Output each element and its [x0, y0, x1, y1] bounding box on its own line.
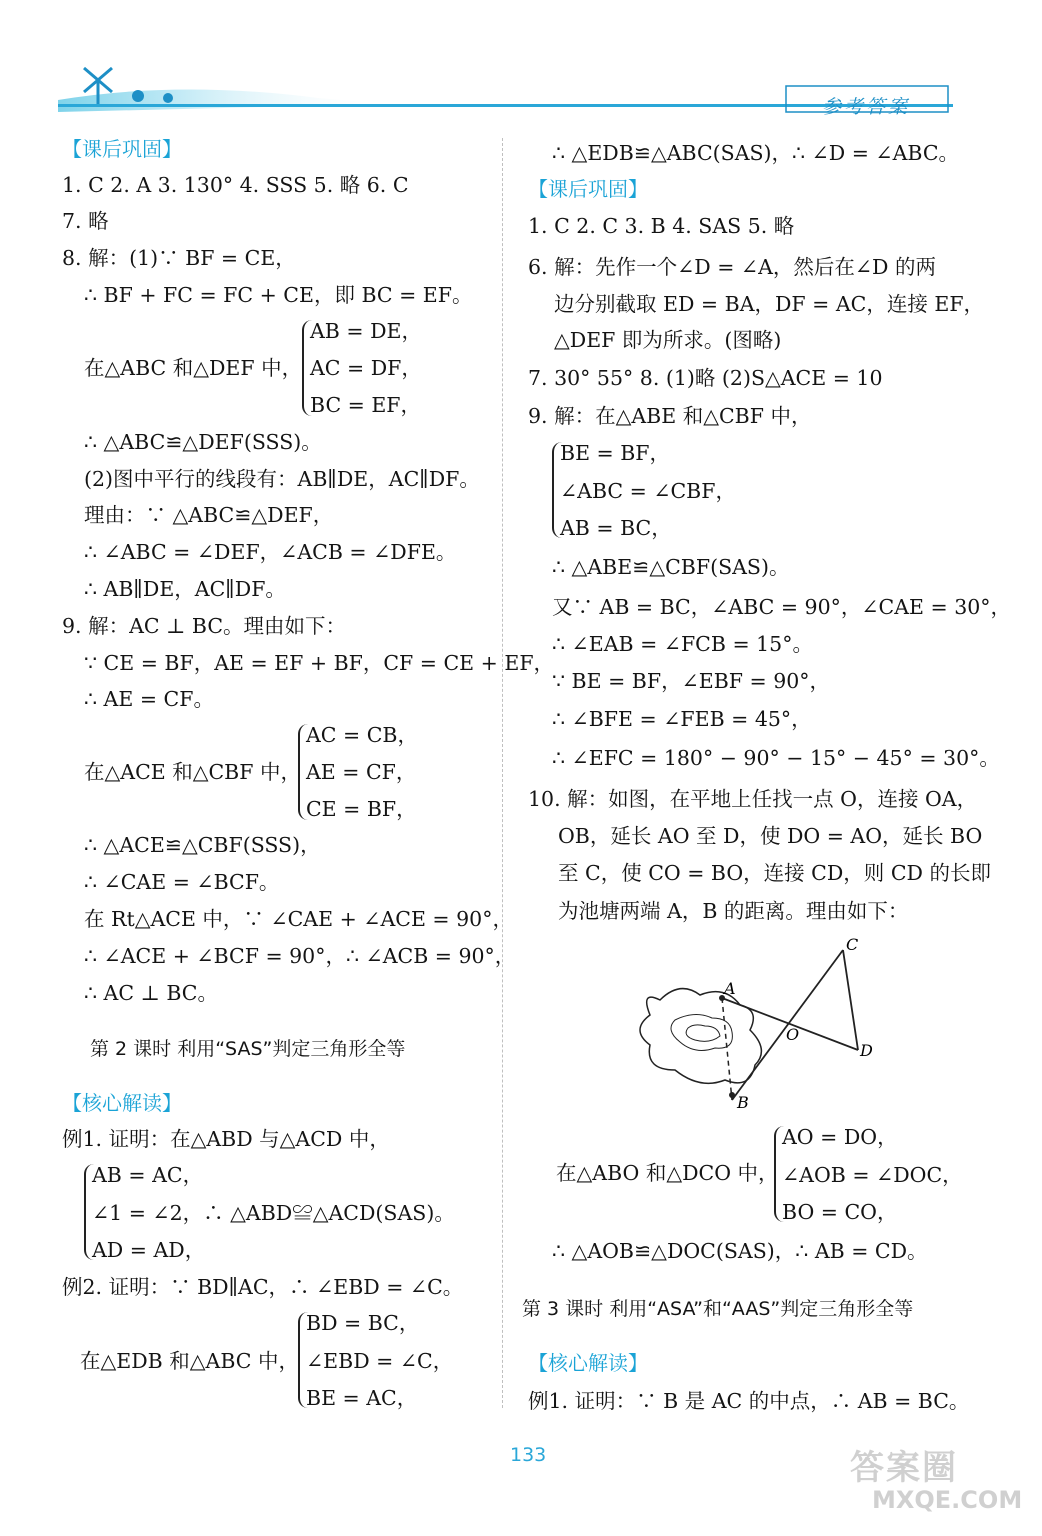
answer-line: 在△ABO 和△DCO 中，	[556, 1161, 779, 1185]
answer-line: ∴ △AOB≌△DOC(SAS)，∴ AB = CD。	[552, 1239, 928, 1263]
answer-line: ∴ ∠EAB = ∠FCB = 15°。	[552, 632, 813, 656]
point-label: C	[846, 935, 859, 954]
point-label: A	[724, 979, 736, 998]
answer-line: 例2. 证明：∵ BD∥AC，∴ ∠EBD = ∠C。	[62, 1275, 464, 1299]
brace-line: BC = EF，	[310, 393, 422, 417]
answer-line: 1. C 2. C 3. B 4. SAS 5. 略	[528, 214, 795, 238]
brace-line: BD = BC，	[306, 1311, 420, 1335]
point-label: O	[786, 1025, 800, 1044]
brace-line: ∠EBD = ∠C，	[306, 1349, 454, 1373]
brace-line: ∠AOB = ∠DOC，	[782, 1163, 963, 1187]
answer-line: 在△ABC 和△DEF 中，	[84, 356, 303, 380]
answer-line: ∵ CE = BF，AE = EF + BF，CF = CE + EF，	[84, 651, 555, 675]
answer-line: 6. 解：先作一个∠D = ∠A，然后在∠D 的两	[528, 255, 937, 279]
answer-line: 7. 略	[62, 209, 109, 233]
brace-line: ∠ABC = ∠CBF，	[560, 479, 736, 503]
answer-line: 在△EDB 和△ABC 中，	[80, 1349, 299, 1373]
pond-figure	[620, 930, 890, 1115]
point-label: D	[860, 1041, 873, 1060]
pond-inner	[671, 1014, 732, 1050]
answer-line: ∴ △ABC≌△DEF(SSS)。	[84, 430, 322, 454]
answer-line: ∴ AC ⊥ BC。	[84, 981, 218, 1005]
brace-line: AD = AD，	[92, 1238, 206, 1262]
answer-line: ∵ BE = BF，∠EBF = 90°，	[552, 669, 831, 693]
section-heading: 【课后巩固】	[528, 177, 648, 201]
brace-line: CE = BF，	[306, 797, 417, 821]
answer-line: ∴ ∠EFC = 180° − 90° − 15° − 45° = 30°。	[552, 746, 1000, 770]
answer-line: 9. 解：AC ⊥ BC。理由如下：	[62, 614, 347, 638]
answer-line: ∴ ∠ABC = ∠DEF，∠ACB = ∠DFE。	[84, 540, 457, 564]
answer-line: ∴ ∠ACE + ∠BCF = 90°，∴ ∠ACB = 90°，	[84, 944, 516, 968]
brace-line: ∠1 = ∠2，∴ △ABD≌△ACD(SAS)。	[92, 1201, 455, 1225]
brace-line: BO = CO，	[782, 1200, 898, 1224]
pond-inner2	[686, 1025, 720, 1041]
header-banner	[58, 60, 953, 116]
answer-line: 1. C 2. A 3. 130° 4. SSS 5. 略 6. C	[62, 173, 409, 197]
lesson-title: 第 2 课时 利用“SAS”判定三角形全等	[90, 1038, 406, 1060]
answer-line: 边分别截取 ED = BA，DF = AC，连接 EF，	[554, 292, 985, 316]
answer-line: (2)图中平行的线段有：AB∥DE，AC∥DF。	[84, 467, 480, 491]
answer-line: 又∵ AB = BC，∠ABC = 90°，∠CAE = 30°，	[552, 595, 1012, 619]
brace-line: AE = CF，	[306, 760, 417, 784]
answer-line: ∴ △ACE≌△CBF(SSS)，	[84, 833, 321, 857]
brace-line: AO = DO，	[782, 1125, 898, 1149]
answer-line: ∴ △EDB≌△ABC(SAS)，∴ ∠D = ∠ABC。	[552, 141, 960, 165]
answer-line: ∴ △ABE≌△CBF(SAS)。	[552, 555, 790, 579]
page-number: 133	[510, 1444, 547, 1466]
answer-line: ∴ ∠CAE = ∠BCF。	[84, 870, 280, 894]
lesson-title: 第 3 课时 利用“ASA”和“AAS”判定三角形全等	[522, 1298, 914, 1320]
answer-line: 8. 解：(1)∵ BF = CE，	[62, 246, 296, 270]
answer-line: OB，延长 AO 至 D，使 DO = AO，延长 BO	[558, 824, 983, 848]
answer-line: △DEF 即为所求。(图略)	[554, 328, 782, 352]
brace-line: AC = CB，	[306, 723, 418, 747]
answer-line: 例1. 证明：在△ABD 与△ACD 中，	[62, 1127, 390, 1151]
section-heading: 【核心解读】	[528, 1351, 648, 1375]
answer-line: ∴ AB∥DE，AC∥DF。	[84, 577, 286, 601]
answer-line: ∴ ∠BFE = ∠FEB = 45°，	[552, 707, 812, 731]
brace-line: AB = BC，	[560, 516, 672, 540]
answer-line: ∴ BF + FC = FC + CE，即 BC = EF。	[84, 283, 473, 307]
answer-line: 7. 30° 55° 8. (1)略 (2)S△ACE = 10	[528, 366, 883, 390]
answer-line: 在△ACE 和△CBF 中，	[84, 760, 301, 784]
brace-line: AC = DF，	[310, 356, 422, 380]
header-label: 参考答案	[822, 96, 911, 118]
pond-outline	[640, 989, 761, 1084]
brace-line: AB = DE，	[310, 319, 422, 343]
column-divider	[502, 138, 503, 1408]
brace-line: BE = BF，	[560, 441, 671, 465]
section-heading: 【核心解读】	[62, 1091, 182, 1115]
answer-line: 例1. 证明：∵ B 是 AC 的中点，∴ AB = BC。	[528, 1389, 970, 1413]
point-label: B	[737, 1093, 749, 1112]
watermark-url: MXQE.COM	[872, 1486, 1023, 1514]
answer-line: 为池塘两端 A，B 的距离。理由如下：	[558, 899, 909, 923]
answer-line: ∴ AE = CF。	[84, 687, 214, 711]
section-heading: 【课后巩固】	[62, 137, 182, 161]
answer-line: 理由：∵ △ABC≌△DEF，	[84, 503, 334, 527]
watermark: 答案圈	[850, 1448, 958, 1488]
answer-line: 在 Rt△ACE 中，∵ ∠CAE + ∠ACE = 90°，	[84, 907, 513, 931]
answer-line: 9. 解：在△ABE 和△CBF 中，	[528, 404, 812, 428]
answer-line: 10. 解：如图，在平地上任找一点 O，连接 OA，	[528, 787, 978, 811]
answer-line: 至 C，使 CO = BO，连接 CD，则 CD 的长即	[558, 861, 991, 885]
brace-line: AB = AC，	[92, 1163, 204, 1187]
brace-line: BE = AC，	[306, 1386, 418, 1410]
